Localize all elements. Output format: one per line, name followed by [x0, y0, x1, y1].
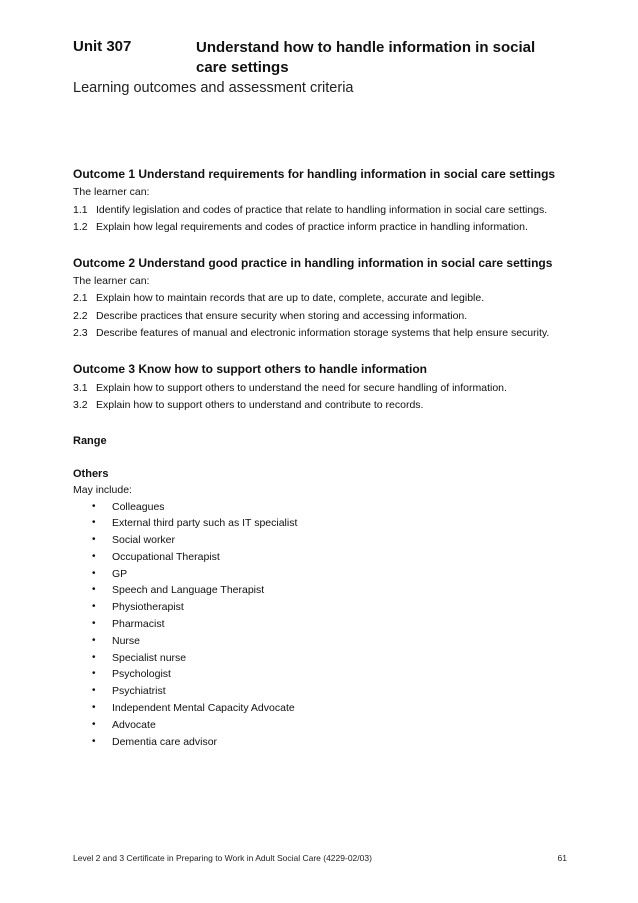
criterion-item: [73, 202, 563, 219]
bullet-icon: •: [92, 601, 96, 613]
criterion-text: Explain how to maintain records that are up to date, complete, accurate and legible.: [96, 292, 485, 304]
list-item-text: Dementia care advisor: [112, 735, 218, 748]
bullet-icon: •: [92, 534, 96, 546]
list-item: [73, 499, 563, 516]
list-item-text: GP: [112, 567, 128, 580]
others-heading: Others: [73, 468, 109, 480]
list-item: [73, 532, 563, 549]
bullet-icon: •: [92, 735, 96, 747]
bullet-icon: •: [92, 718, 96, 730]
list-item-text: Nurse: [112, 634, 141, 647]
main-content: [73, 166, 563, 750]
list-item: [73, 734, 563, 751]
section-heading: Learning outcomes and assessment criteria: [73, 80, 354, 96]
list-item: [73, 717, 563, 734]
bullet-icon: •: [92, 651, 96, 663]
criteria-list: [73, 202, 563, 236]
footer-text: Level 2 and 3 Certificate in Preparing to Work in Adult Social Care (4229-02/03): [73, 853, 372, 863]
list-item: [73, 700, 563, 717]
criterion-number: 3.1: [73, 381, 88, 394]
list-item: [73, 666, 563, 683]
criterion-text: Explain how legal requirements and codes of practice inform practice in handling information.: [96, 221, 528, 233]
list-item: [73, 582, 563, 599]
list-item-text: Physiotherapist: [112, 601, 184, 614]
criterion-number: 2.2: [73, 309, 88, 322]
criterion-text: Describe features of manual and electronic information storage systems that help ensure security.: [96, 327, 550, 339]
page-number: 61: [557, 853, 567, 863]
criterion-text: Identify legislation and codes of practice that relate to handling information in social care settings.: [96, 203, 548, 216]
criterion-item: [73, 380, 563, 397]
bullet-icon: •: [92, 634, 96, 646]
criterion-item: [73, 397, 563, 414]
criterion-number: 1.2: [73, 221, 88, 233]
list-item: [73, 515, 563, 532]
list-item-text: Social worker: [112, 534, 176, 547]
bullet-icon: •: [92, 702, 96, 714]
list-item: [73, 683, 563, 700]
criterion-text: Explain how to support others to understand and contribute to records.: [96, 399, 424, 411]
criteria-list: [73, 290, 563, 342]
list-item: [73, 549, 563, 566]
may-include-text: May include:: [73, 484, 132, 496]
range-heading: Range: [73, 434, 107, 447]
list-item-text: Psychologist: [112, 668, 171, 681]
list-item: [73, 566, 563, 583]
criterion-text: Describe practices that ensure security when storing and accessing information.: [96, 309, 468, 322]
others-list: [73, 499, 563, 751]
outcome-title: Outcome 1 Understand requirements for handling information in social care settings: [73, 167, 556, 181]
list-item: [73, 599, 563, 616]
outcome-3: [73, 361, 563, 414]
list-item-text: Psychiatrist: [112, 685, 166, 698]
learner-can-text: The learner can:: [73, 186, 150, 198]
outcome-title: Outcome 2 Understand good practice in handling information in social care settings: [73, 255, 553, 270]
list-item-text: Independent Mental Capacity Advocate: [112, 702, 295, 715]
criterion-text: Explain how to support others to understand the need for secure handling of information.: [96, 381, 507, 394]
list-item: [73, 616, 563, 633]
bullet-icon: •: [92, 550, 96, 562]
criterion-number: 2.3: [73, 327, 88, 339]
outcome-1: [73, 166, 563, 236]
bullet-icon: •: [92, 685, 96, 697]
criterion-number: 2.1: [73, 292, 88, 304]
criterion-number: 3.2: [73, 399, 88, 411]
bullet-icon: •: [92, 618, 96, 630]
bullet-icon: •: [92, 500, 96, 512]
bullet-icon: •: [92, 584, 96, 596]
list-item-text: Pharmacist: [112, 618, 165, 631]
criterion-item: [73, 308, 563, 325]
criterion-number: 1.1: [73, 203, 88, 216]
list-item-text: External third party such as IT specialist: [112, 517, 298, 530]
criterion-item: [73, 219, 563, 236]
list-item-text: Specialist nurse: [112, 651, 187, 664]
list-item-text: Colleagues: [112, 500, 165, 513]
list-item-text: Advocate: [112, 718, 156, 731]
list-item-text: Occupational Therapist: [112, 550, 220, 563]
criterion-item: [73, 325, 563, 342]
bullet-icon: •: [92, 567, 96, 579]
criterion-item: [73, 290, 563, 307]
list-item-text: Speech and Language Therapist: [112, 584, 265, 597]
list-item: [73, 633, 563, 650]
outcome-2: [73, 255, 563, 342]
learner-can-text: The learner can:: [73, 274, 150, 287]
unit-number: Unit 307: [73, 38, 132, 55]
list-item: [73, 650, 563, 667]
bullet-icon: •: [92, 517, 96, 529]
outcome-title: Outcome 3 Know how to support others to handle information: [73, 361, 427, 376]
unit-title: Understand how to handle information in social care settings: [196, 39, 536, 76]
criteria-list: [73, 380, 563, 414]
bullet-icon: •: [92, 668, 96, 680]
